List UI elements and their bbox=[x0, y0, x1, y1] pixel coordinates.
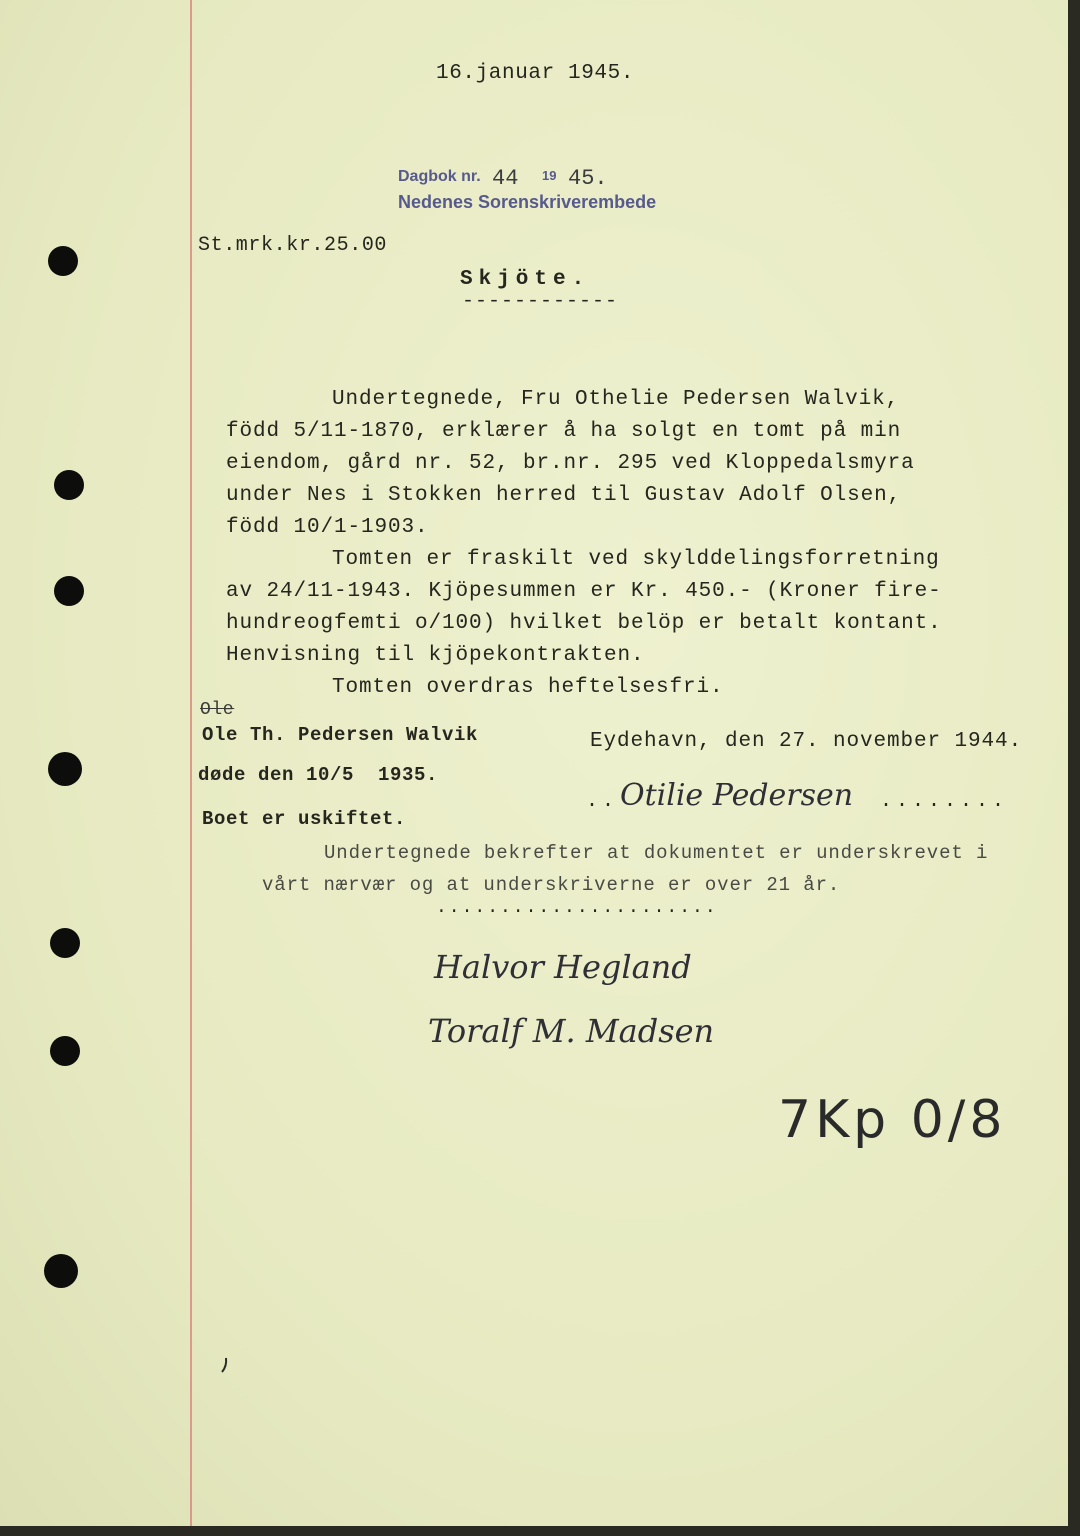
witness-dots: ...................... bbox=[436, 898, 718, 918]
punch-hole bbox=[44, 1254, 78, 1288]
punch-hole bbox=[54, 470, 84, 500]
body-line: född 10/1-1903. bbox=[226, 516, 429, 539]
margin-note-line: Ole Th. Pedersen Walvik bbox=[202, 724, 479, 746]
punch-hole bbox=[50, 1036, 80, 1066]
body-line: eiendom, gård nr. 52, br.nr. 295 ved Kloppedalsmyra bbox=[226, 452, 915, 475]
body-line: Tomten overdras heftelsesfri. bbox=[332, 676, 724, 699]
body-line: Henvisning til kjöpekontrakten. bbox=[226, 644, 645, 667]
title-underline: ------------ bbox=[462, 290, 619, 313]
witness-line: vårt nærvær og at underskriverne er over 21 år. bbox=[262, 874, 841, 896]
place-date: Eydehavn, den 27. november 1944. bbox=[590, 730, 1023, 753]
punch-hole bbox=[48, 246, 78, 276]
punch-hole bbox=[54, 576, 84, 606]
margin-note-line: Boet er uskiftet. bbox=[202, 808, 407, 830]
witness-signature: Halvor Hegland bbox=[434, 948, 692, 986]
pen-mark bbox=[220, 1356, 230, 1376]
body-line: hundreogfemti o/100) hvilket belöp er betalt kontant. bbox=[226, 612, 942, 635]
punch-hole bbox=[48, 752, 82, 786]
dagbok-label: Dagbok nr. bbox=[398, 168, 481, 185]
struck-word: Ole bbox=[200, 700, 235, 720]
witness-signature: Toralf M. Madsen bbox=[428, 1012, 715, 1050]
dagbok-number: 44 bbox=[492, 166, 519, 191]
body-line: Undertegnede, Fru Othelie Pedersen Walvik, bbox=[332, 388, 900, 411]
punch-hole bbox=[50, 928, 80, 958]
margin-rule bbox=[190, 0, 192, 1526]
body-line: född 5/11-1870, erklærer å ha solgt en tomt på min bbox=[226, 420, 902, 443]
stamp-duty: St.mrk.kr.25.00 bbox=[198, 234, 388, 257]
witness-line: Undertegnede bekrefter at dokumentet er underskrevet i bbox=[324, 842, 989, 864]
dagbok-year-suffix: 45. bbox=[568, 166, 608, 191]
signature-dots: ........ bbox=[880, 790, 1009, 813]
body-line: under Nes i Stokken herred til Gustav Adolf Olsen, bbox=[226, 484, 902, 507]
signature-dots: .. bbox=[586, 790, 619, 813]
margin-note-line: døde den 10/5 1935. bbox=[198, 764, 439, 786]
handwritten-mark: 7Kp 0/8 bbox=[778, 1090, 1007, 1150]
document-title: Skjöte. bbox=[460, 268, 591, 291]
office-stamp: Nedenes Sorenskriverembede bbox=[398, 192, 657, 212]
dagbok-year-prefix: 19 bbox=[542, 168, 557, 183]
body-line: av 24/11-1943. Kjöpesummen er Kr. 450.- (Kroner fire- bbox=[226, 580, 942, 603]
seller-signature: Otilie Pedersen bbox=[620, 778, 854, 813]
body-line: Tomten er fraskilt ved skylddelingsforretning bbox=[332, 548, 940, 571]
header-date: 16.januar 1945. bbox=[436, 62, 635, 85]
